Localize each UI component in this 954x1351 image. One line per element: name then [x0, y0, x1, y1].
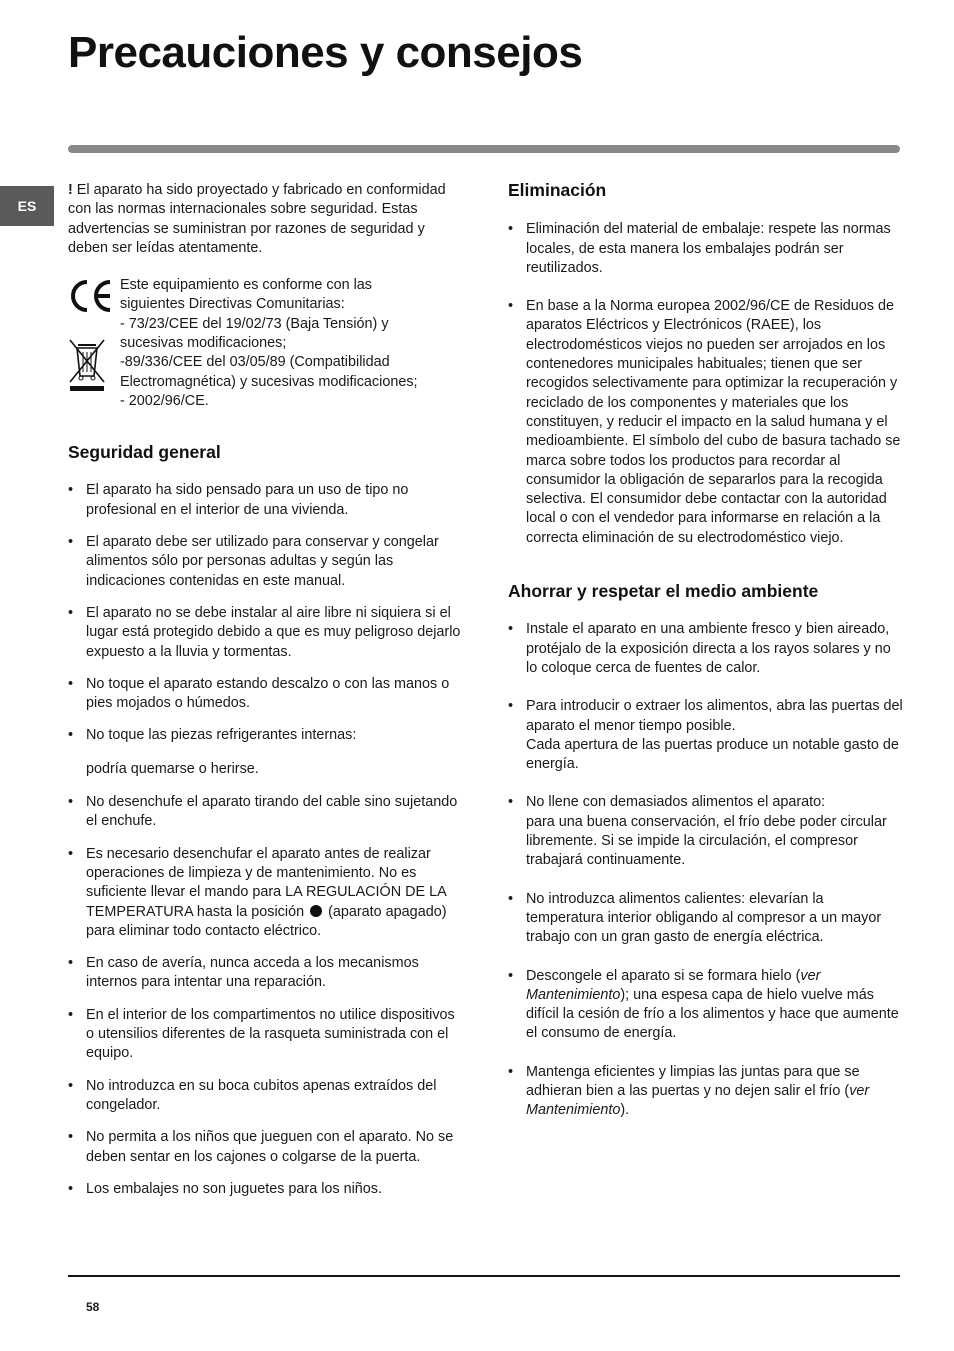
list-item	[508, 697, 903, 774]
section-heading-seguridad: Seguridad general	[68, 442, 221, 463]
ce-line: Este equipamiento es conforme con las	[120, 277, 372, 294]
list-item: • No toque el aparato estando descalzo o con las manos o pies mojados o húmedos.	[68, 675, 463, 714]
seguridad-list-continued	[68, 793, 463, 1199]
section-heading-ahorrar: Ahorrar y respetar el medio ambiente	[508, 581, 819, 602]
list-item: • En caso de avería, nunca acceda a los mecanismos internos para intentar una reparación.	[68, 954, 463, 993]
section-heading-eliminacion: Eliminación	[508, 180, 607, 200]
ce-compliance-block	[68, 278, 463, 413]
item-text: ).	[620, 1102, 630, 1119]
ce-line: - 73/23/CEE del 19/02/73 (Baja Tensión) y	[120, 315, 389, 332]
item-text: ); una espesa capa de hielo vuelve más difícil la cesión de frío a los alimentos y hace que aumente el consumo de energía.	[526, 986, 899, 1042]
list-item	[508, 1063, 903, 1121]
list-item: • Eliminación del material de embalaje: respete las normas locales, de esta manera los embalajes podrán ser reutilizados.	[508, 220, 903, 278]
list-item: • No introduzca en su boca cubitos apenas extraídos del congelador.	[68, 1077, 463, 1116]
ce-mark-icon	[68, 278, 114, 314]
page-title: Precauciones y consejos	[68, 28, 583, 77]
eliminacion-list	[508, 220, 903, 548]
item-text: Mantenga eficientes y limpias las juntas para que se adhieran bien a las puertas y no dejen salir el frío (	[526, 1063, 860, 1099]
cross-reference: ver Mantenimiento	[526, 1082, 870, 1119]
list-item: • No permita a los niños que jueguen con el aparato. No se deben sentar en los cajones o colgarse de la puerta.	[68, 1128, 463, 1167]
list-item: • El aparato debe ser utilizado para conservar y congelar alimentos sólo por personas adultas y según las indicaciones contenidas en este manual.	[68, 533, 463, 591]
list-item: • En el interior de los compartimentos no utilice dispositivos o utensilios diferentes de la rasqueta suministrada con el equipo.	[68, 1006, 463, 1064]
list-item: • No desenchufe el aparato tirando del cable sino sujetando el enchufe.	[68, 793, 463, 832]
ce-line: - 2002/96/CE.	[120, 392, 209, 409]
list-item: • Los embalajes no son juguetes para los niños.	[68, 1180, 463, 1199]
crossed-bin-icon	[68, 338, 106, 392]
list-item: • No toque las piezas refrigerantes internas:	[68, 726, 463, 745]
item-text: Cada apertura de las puertas produce un notable gasto de energía.	[526, 736, 899, 773]
ce-line: Electromagnética) y sucesivas modificaciones;	[120, 373, 418, 390]
intro-text: El aparato ha sido proyectado y fabricado en conformidad con las normas internacionales sobre seguridad. Estas advertencias se suministran por razones de seguridad y deben ser leídas atentamente.	[68, 182, 446, 256]
ahorrar-list	[508, 620, 903, 1120]
item-text: No llene con demasiados alimentos el aparato:	[526, 794, 826, 811]
language-tab: ES	[0, 186, 54, 226]
seguridad-list	[68, 481, 463, 745]
unplug-text-before: Es necesario desenchufar el aparato antes de realizar operaciones de limpieza y de mantenimiento. No es suficiente llevar el mando para LA REGULACIÓN DE LA TEMPERATURA hasta la posición	[86, 845, 446, 920]
list-item: • El aparato no se debe instalar al aire libre ni siquiera si el lugar está protegido debido a que es muy peligroso dejarlo expuesto a la lluvia y tormentas.	[68, 604, 463, 662]
list-item: • El aparato ha sido pensado para un uso de tipo no profesional en el interior de una vivienda.	[68, 481, 463, 520]
left-column	[68, 181, 463, 1199]
ce-line: sucesivas modificaciones;	[120, 335, 287, 352]
ce-directives-text	[120, 276, 460, 411]
list-item-note: podría quemarse o herirse.	[86, 760, 259, 777]
list-item: • Instale el aparato en una ambiente fresco y bien aireado, protéjalo de la exposición directa a los rayos solares y no lo coloque cerca de fuentes de calor.	[508, 620, 903, 678]
item-text: Descongele el aparato si se formara hielo (	[526, 967, 801, 984]
cross-reference: ver Mantenimiento	[526, 967, 821, 1003]
item-text: para una buena conservación, el frío debe poder circular libremente. Si se impide la circulación, el compresor trabajará continuamente.	[526, 813, 887, 869]
list-item	[68, 845, 463, 941]
intro-paragraph	[68, 181, 463, 258]
right-column	[508, 181, 903, 1121]
item-text: Para introducir o extraer los alimentos, abra las puertas del aparato el menor tiempo posible.	[526, 698, 903, 734]
ce-line: siguientes Directivas Comunitarias:	[120, 296, 345, 313]
page-number: 58	[86, 1300, 100, 1314]
list-item	[508, 967, 903, 1044]
title-divider	[68, 145, 900, 153]
off-position-icon	[310, 905, 322, 917]
ce-line: -89/336/CEE del 03/05/89 (Compatibilidad	[120, 354, 390, 371]
list-item: • En base a la Norma europea 2002/96/CE de Residuos de aparatos Eléctricos y Electrónicos (RAEE), los electrodomésticos viejos no pueden ser arrojados en los contenedores municipales habituales; tienen que ser recogidos selectivamente para optimizar la recuperación y reciclado de los componentes y materiales que los constituyen, y reducir el impacto en la salud humana y el medioambiente. El símbolo del cubo de basura tachado se marca sobre todos los productos para recordar al consumidor la obligación de separarlos para la recogida selectiva. El consumidor debe contactar con la autoridad local o con el vendedor para informarse en relación a la correcta eliminación de su electrodoméstico viejo.	[508, 297, 903, 548]
footer-divider	[68, 1275, 900, 1277]
unplug-text-after: (aparato apagado) para eliminar todo contacto eléctrico.	[86, 903, 447, 939]
list-item	[508, 793, 903, 870]
warning-mark: !	[68, 182, 73, 198]
list-item: • No introduzca alimentos calientes: elevarían la temperatura interior obligando al compresor a un mayor trabajo con un gran gasto de energía eléctrica.	[508, 890, 903, 948]
